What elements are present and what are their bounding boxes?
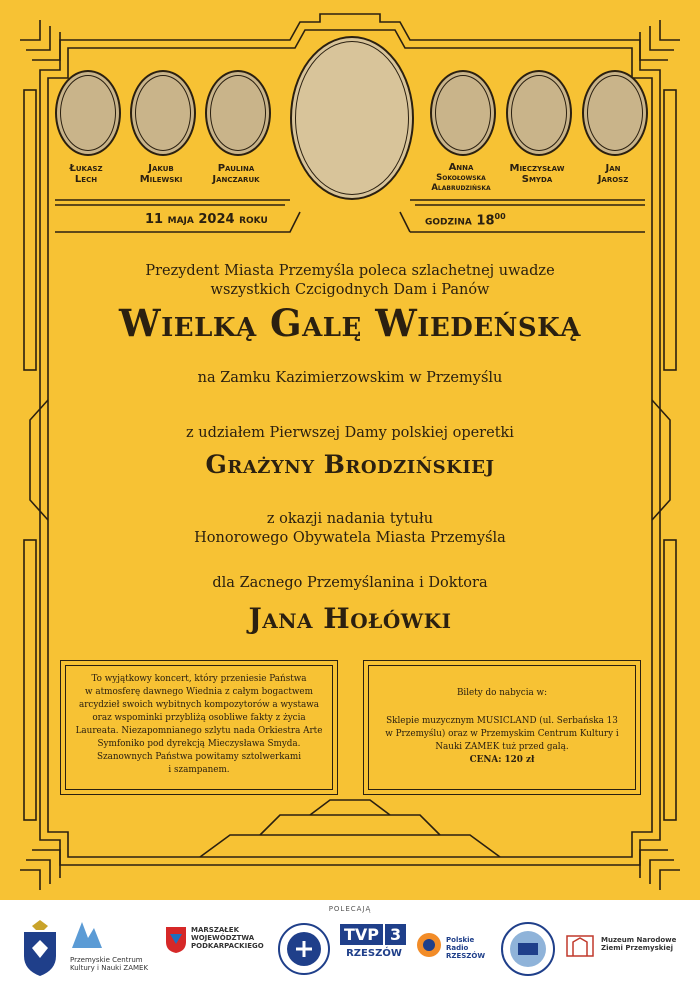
muzeum-logo: Muzeum Narodowe Ziemi Przemyskiej <box>565 918 690 980</box>
round-seal-logo <box>277 918 331 980</box>
name-lukasz-lech: Łukasz Lech <box>69 163 103 185</box>
sponsors-footer <box>0 900 700 990</box>
portrait-mieczyslaw-smyda <box>506 70 572 156</box>
occasion-text: z okazji nadania tytułu Honorowego Obywatela Miasta Przemyśla <box>194 511 506 546</box>
event-time: godzina $18^{00}$ <box>425 212 506 229</box>
participation-text: z udziałem Pierwszej Damy polskiej operetki <box>186 425 514 441</box>
tickets-box <box>363 660 641 795</box>
name-paulina-janczaruk: Paulina Janczaruk <box>212 163 260 185</box>
portrait-anna-sokolowska <box>430 70 496 156</box>
intro-text: Prezydent Miasta Przemyśla poleca szlachetnej uwadze wszystkich Czcigodnych Dam i Panów <box>145 263 555 298</box>
dedication-text: dla Zacnego Przemyślanina i Doktora <box>212 575 488 591</box>
concert-description-box <box>60 660 338 795</box>
marszalek-logo: MARSZAŁEK WOJEWÓDZTWA PODKARPACKIEGO <box>165 918 265 980</box>
name-jakub-milewski: Jakub Milewski <box>139 163 183 185</box>
portrait-jan-jarosz <box>582 70 648 156</box>
concert-description: To wyjątkowy koncert, który przeniesie Państwa w atmosferę dawnego Wiednia z całym bogactwem arcydzieł swoich wybitnych kompozytorów a wystawa oraz wspominki przybliżą osobliwe fakty z życia Laureata. Niezapomnianego szlytu nada Orkiestra Arte Symfoniko pod dyrekcją Mieczysława Smyda. Szanownych Państwa powitamy sztolwerkami i szampanem. <box>75 674 323 775</box>
pckin-logo: Przemyskie Centrum Kultury i Nauki ZAMEK <box>70 918 160 980</box>
tickets-info: Sklepie muzycznym MUSICLAND (ul. Serbańska 13 w Przemyślu) oraz w Przemyskim Centrum Kultury i Nauki ZAMEK tuż przed galą. CENA: 120 zł <box>385 716 619 765</box>
marszalek-shield-icon <box>165 926 187 954</box>
portrait-lukasz-lech <box>55 70 121 156</box>
portrait-grazyna-brodzinska <box>290 36 414 200</box>
badge-logo <box>500 918 556 980</box>
radio-circle-icon <box>416 932 442 958</box>
event-title: Wielką Galę Wiedeńską <box>119 301 581 345</box>
star-name: Grażyny Brodzińskiej <box>205 450 495 479</box>
polskie-radio-logo: Polskie Radio RZESZÓW <box>416 918 496 980</box>
name-anna-sokolowska: Anna Sokołowska Alabrudzińska <box>431 162 491 193</box>
sponsors-label: POLECAJĄ <box>328 905 372 913</box>
muzeum-mark-icon <box>565 930 595 960</box>
coat-of-arms-logo <box>18 918 62 980</box>
event-date: 11 maja 2024 roku <box>145 212 268 227</box>
venue: na Zamku Kazimierzowskim w Przemyślu <box>197 370 503 386</box>
name-mieczyslaw-smyda: Mieczysław Smyda <box>509 163 565 185</box>
honoree-name: Jana Hołówki <box>248 602 452 635</box>
tickets-heading: Bilety do nabycia w: <box>456 688 548 698</box>
portrait-paulina-janczaruk <box>205 70 271 156</box>
tvp3-logo: TVP 3 RZESZÓW <box>340 918 408 980</box>
pckin-mark-icon <box>70 918 104 952</box>
portrait-jakub-milewski <box>130 70 196 156</box>
name-jan-jarosz: Jan Jarosz <box>597 163 629 185</box>
